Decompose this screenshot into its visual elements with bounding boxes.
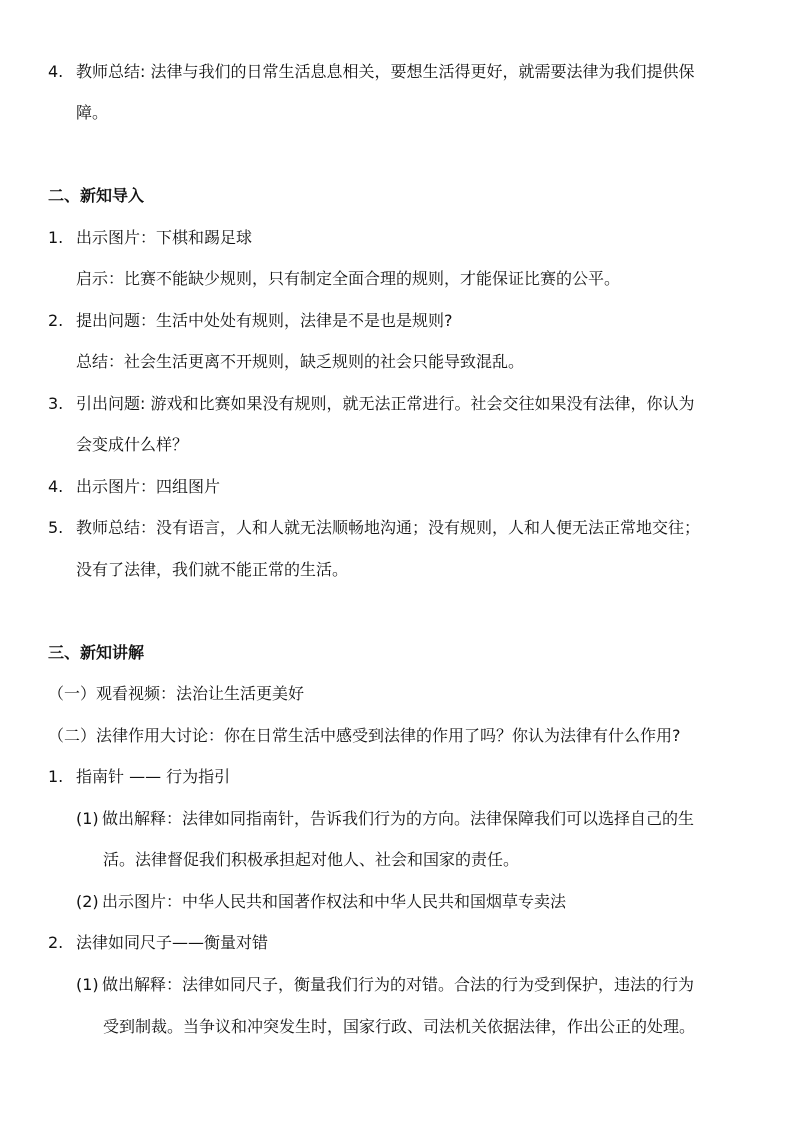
list-item-continuation: 没有了法律，我们就不能正常的生活。 [76,560,349,579]
list-item-note: 总结：社会生活更离不开规则，缺乏规则的社会只能导致混乱。 [76,352,525,371]
list-item [48,932,268,954]
sub-list-number: (1) [76,809,99,828]
subsection-heading: （一）观看视频：法治让生活更美好 [48,684,305,703]
list-item [48,310,453,332]
list-number: 1. [48,767,64,786]
subsection-heading: （二）法律作用大讨论：你在日常生活中感受到法律的作用了吗？你认为法律有什么作用? [48,726,681,745]
list-item-continuation: 会变成什么样？ [76,435,189,454]
sub-list-continuation: 活。法律督促我们积极承担起对他人、社会和国家的责任。 [103,850,520,869]
list-number: 4. [48,477,64,496]
intro-item-4-continuation: 障。 [76,103,109,122]
list-item [48,227,252,249]
list-text: 教师总结: 法律与我们的日常生活息息相关，要想生活得更好，就需要法律为我们提供保 [76,62,695,81]
intro-item-4 [48,61,694,83]
sub-list-text: 做出解释：法律如同尺子，衡量我们行为的对错。合法的行为受到保护，违法的行为 [102,975,695,994]
list-number: 5. [48,518,64,537]
list-number: 3. [48,394,64,413]
list-number: 1. [48,228,64,247]
section-heading: 二、新知导入 [48,186,145,205]
list-text: 出示图片：四组图片 [76,477,221,496]
sub-list-item [76,974,694,996]
sub-list-number: (1) [76,975,99,994]
list-number: 2. [48,311,64,330]
list-item [48,476,220,498]
list-text: 指南针 —— 行为指引 [76,767,231,786]
list-text: 提出问题：生活中处处有规则，法律是不是也是规则? [76,311,453,330]
list-text: 出示图片：下棋和踢足球 [76,228,253,247]
list-text: 法律如同尺子——衡量对错 [76,933,269,952]
list-text: 教师总结：没有语言，人和人就无法顺畅地沟通；没有规则，人和人便无法正常地交往； [76,518,701,537]
sub-list-item [76,891,566,913]
sub-list-text: 出示图片：中华人民共和国著作权法和中华人民共和国烟草专卖法 [102,892,567,911]
list-number: 4. [48,62,64,81]
list-item-note: 启示：比赛不能缺少规则，只有制定全面合理的规则，才能保证比赛的公平。 [76,269,621,288]
list-item [48,766,230,788]
sub-list-item [76,808,694,830]
list-number: 2. [48,933,64,952]
sub-list-text: 做出解释：法律如同指南针，告诉我们行为的方向。法律保障我们可以选择自己的生 [102,809,695,828]
sub-list-continuation: 受到制裁。当争议和冲突发生时，国家行政、司法机关依据法律，作出公正的处理。 [103,1017,696,1036]
sub-list-number: (2) [76,892,99,911]
list-item [48,517,700,539]
section-heading: 三、新知讲解 [48,643,145,662]
list-text: 引出问题: 游戏和比赛如果没有规则，就无法正常进行。社会交往如果没有法律，你认为 [76,394,695,413]
list-item [48,393,694,415]
